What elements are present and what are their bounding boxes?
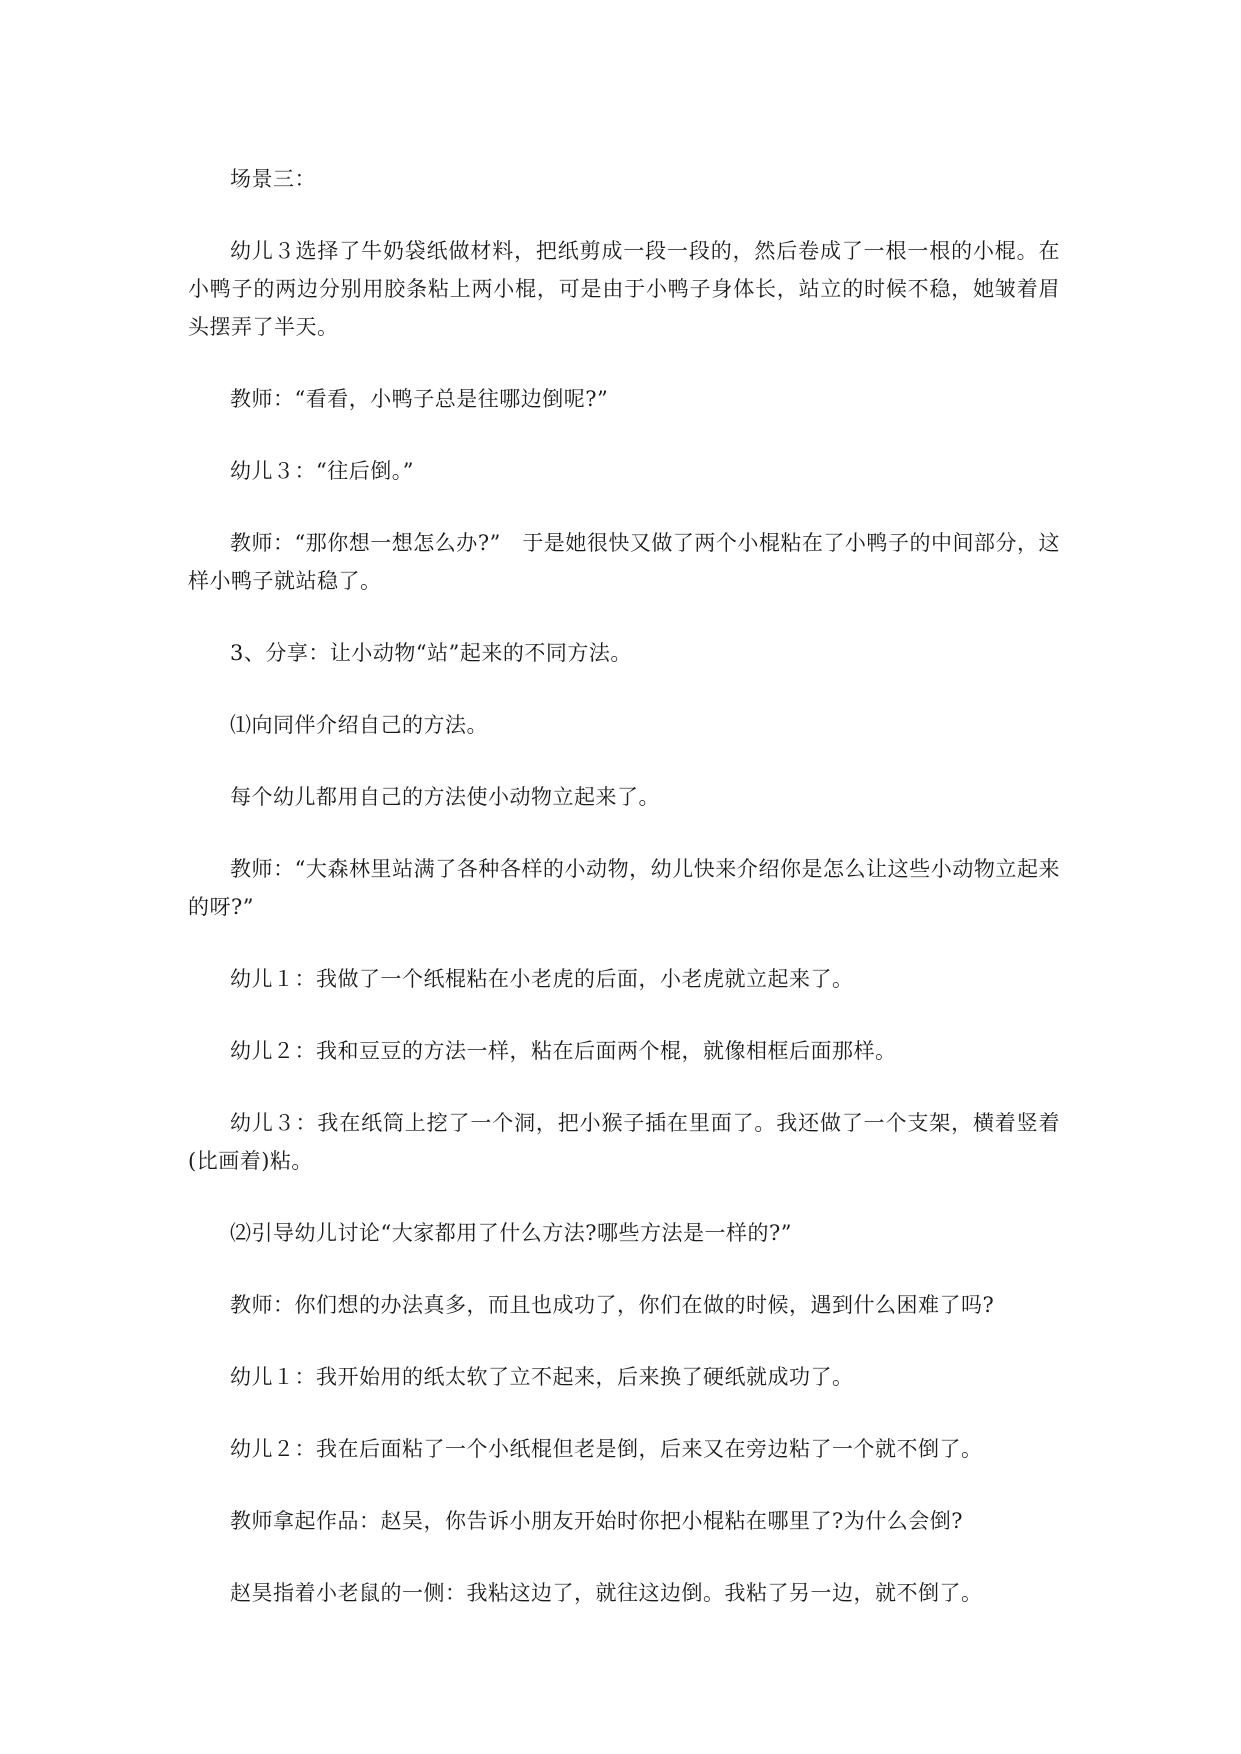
dialogue-line: 赵昊指着小老鼠的一侧：我粘这边了，就往这边倒。我粘了另一边，就不倒了。 xyxy=(230,1581,983,1605)
subsection-heading: ⑵引导幼儿讨论“大家都用了什么方法?哪些方法是一样的?” xyxy=(230,1221,792,1245)
dialogue-line: 幼儿２：我和豆豆的方法一样，粘在后面两个棍，就像相框后面那样。 xyxy=(230,1039,897,1063)
dialogue-line: 幼儿２：我在后面粘了一个小纸棍但老是倒，后来又在旁边粘了一个就不倒了。 xyxy=(230,1437,983,1461)
dialogue-line: 教师：“看看，小鸭子总是往哪边倒呢?” xyxy=(230,387,609,411)
dialogue-line: 幼儿１：我开始用的纸太软了立不起来，后来换了硬纸就成功了。 xyxy=(230,1365,854,1389)
dialogue-line: 幼儿１：我做了一个纸棍粘在小老虎的后面，小老虎就立起来了。 xyxy=(230,967,854,991)
dialogue-line: 教师拿起作品：赵吴，你告诉小朋友开始时你把小棍粘在哪里了?为什么会倒? xyxy=(230,1509,964,1533)
dialogue-line: 幼儿３：我在纸筒上挖了一个洞，把小猴子插在里面了。我还做了一个支架，横着竖着(比画着)粘。 xyxy=(188,1111,1060,1173)
dialogue-line: 教师：“大森林里站满了各种各样的小动物，幼儿快来介绍你是怎么让这些小动物立起来的呀?” xyxy=(188,857,1060,919)
document-body xyxy=(188,160,1060,1646)
paragraph: 幼儿３选择了牛奶袋纸做材料，把纸剪成一段一段的，然后卷成了一根一根的小棍。在小鸭子的两边分别用胶条粘上两小棍，可是由于小鸭子身体长，站立的时候不稳，她皱着眉头摆弄了半天。 xyxy=(188,239,1060,339)
paragraph: 教师：“那你想一想怎么办?” 于是她很快又做了两个小棍粘在了小鸭子的中间部分，这样小鸭子就站稳了。 xyxy=(188,531,1060,593)
dialogue-line: 幼儿３：“往后倒。” xyxy=(230,459,414,483)
section-heading: 3、分享：让小动物“站”起来的不同方法。 xyxy=(230,641,632,665)
paragraph: 每个幼儿都用自己的方法使小动物立起来了。 xyxy=(230,785,660,809)
dialogue-line: 教师：你们想的办法真多，而且也成功了，你们在做的时候，遇到什么困难了吗? xyxy=(230,1293,995,1317)
scene-heading: 场景三： xyxy=(230,167,316,191)
subsection-heading: ⑴向同伴介绍自己的方法。 xyxy=(230,713,488,737)
